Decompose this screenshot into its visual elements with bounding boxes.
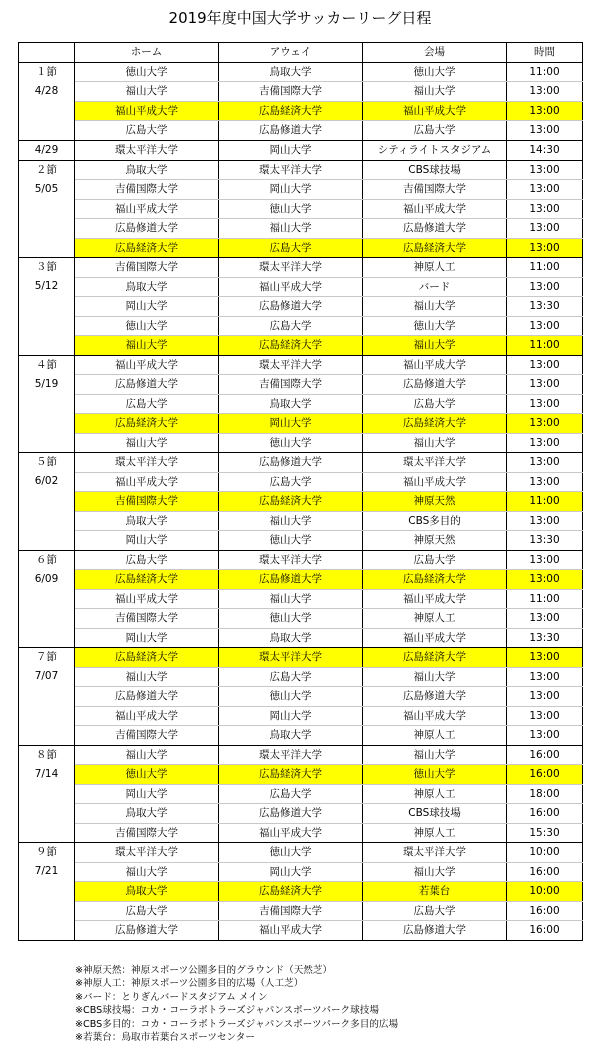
table-row xyxy=(19,706,583,726)
note-line: ※神原人工：神原スポーツ公園多目的広場（人工芝） xyxy=(75,978,304,990)
time-cell: 10:00 xyxy=(507,882,583,902)
time-cell: 13:00 xyxy=(507,101,583,121)
time-cell: 16:00 xyxy=(507,921,583,941)
time-cell: 13:00 xyxy=(507,414,583,434)
table-row xyxy=(19,726,583,746)
away-cell: 徳山大学 xyxy=(219,609,363,629)
time-cell: 13:00 xyxy=(507,121,583,141)
table-row xyxy=(19,843,583,863)
table-row xyxy=(19,101,583,121)
venue-cell: CBS球技場 xyxy=(363,804,507,824)
time-cell: 11:00 xyxy=(507,492,583,512)
time-cell: 13:00 xyxy=(507,160,583,180)
venue-cell: 福山大学 xyxy=(363,667,507,687)
venue-cell: 福山大学 xyxy=(363,297,507,317)
time-cell: 16:00 xyxy=(507,901,583,921)
away-cell: 岡山大学 xyxy=(219,414,363,434)
time-cell: 13:00 xyxy=(507,277,583,297)
venue-cell: シティライトスタジアム xyxy=(363,140,507,160)
table-row xyxy=(19,453,583,473)
schedule-body xyxy=(19,62,583,940)
table-row xyxy=(19,258,583,278)
round-date: 5/05 xyxy=(34,182,59,195)
venue-cell: 広島修道大学 xyxy=(363,687,507,707)
note-line: ※若葉台：鳥取市若葉台スポーツセンター xyxy=(75,1032,255,1044)
home-cell: 鳥取大学 xyxy=(75,511,219,531)
venue-cell: 徳山大学 xyxy=(363,62,507,82)
home-cell: 広島経済大学 xyxy=(75,570,219,590)
table-row xyxy=(19,140,583,160)
away-cell: 岡山大学 xyxy=(219,862,363,882)
venue-cell: 福山大学 xyxy=(363,862,507,882)
page-title: 2019年度中国大学サッカーリーグ日程 xyxy=(168,9,432,27)
time-cell: 13:00 xyxy=(507,219,583,239)
time-cell: 16:00 xyxy=(507,804,583,824)
round-cell xyxy=(19,62,75,140)
time-cell: 13:00 xyxy=(507,511,583,531)
table-row xyxy=(19,570,583,590)
away-cell: 環太平洋大学 xyxy=(219,550,363,570)
home-cell: 福山大学 xyxy=(75,745,219,765)
home-cell: 福山平成大学 xyxy=(75,472,219,492)
away-cell: 広島大学 xyxy=(219,238,363,258)
home-cell: 福山大学 xyxy=(75,667,219,687)
venue-cell: 福山平成大学 xyxy=(363,355,507,375)
home-cell: 岡山大学 xyxy=(75,531,219,551)
venue-cell: 広島大学 xyxy=(363,394,507,414)
time-cell: 13:00 xyxy=(507,667,583,687)
header-home: ホーム xyxy=(75,43,219,63)
time-cell: 18:00 xyxy=(507,784,583,804)
table-row xyxy=(19,472,583,492)
venue-cell: 福山大学 xyxy=(363,336,507,356)
table-row xyxy=(19,804,583,824)
round-cell xyxy=(19,140,75,160)
away-cell: 環太平洋大学 xyxy=(219,258,363,278)
away-cell: 福山大学 xyxy=(219,511,363,531)
time-cell: 13:00 xyxy=(507,180,583,200)
away-cell: 広島経済大学 xyxy=(219,882,363,902)
time-cell: 13:00 xyxy=(507,433,583,453)
venue-cell: 環太平洋大学 xyxy=(363,843,507,863)
time-cell: 13:00 xyxy=(507,375,583,395)
table-row xyxy=(19,394,583,414)
venue-cell: 広島経済大学 xyxy=(363,648,507,668)
home-cell: 福山平成大学 xyxy=(75,101,219,121)
table-row xyxy=(19,414,583,434)
home-cell: 広島修道大学 xyxy=(75,375,219,395)
venue-cell: 福山大学 xyxy=(363,433,507,453)
home-cell: 岡山大学 xyxy=(75,297,219,317)
time-cell: 11:00 xyxy=(507,258,583,278)
away-cell: 環太平洋大学 xyxy=(219,160,363,180)
venue-cell: 広島大学 xyxy=(363,901,507,921)
round-number: ３節 xyxy=(36,261,57,273)
round-number: ７節 xyxy=(36,651,57,663)
table-row xyxy=(19,199,583,219)
time-cell: 13:00 xyxy=(507,706,583,726)
away-cell: 徳山大学 xyxy=(219,199,363,219)
time-cell: 13:00 xyxy=(507,648,583,668)
time-cell: 16:00 xyxy=(507,862,583,882)
table-row xyxy=(19,882,583,902)
home-cell: 福山平成大学 xyxy=(75,706,219,726)
time-cell: 16:00 xyxy=(507,765,583,785)
venue-cell: CBS球技場 xyxy=(363,160,507,180)
table-row xyxy=(19,121,583,141)
venue-cell: 神原人工 xyxy=(363,609,507,629)
round-date: 4/29 xyxy=(34,143,59,156)
venue-cell: 広島経済大学 xyxy=(363,414,507,434)
header-time: 時間 xyxy=(507,43,583,63)
away-cell: 岡山大学 xyxy=(219,140,363,160)
time-cell: 13:00 xyxy=(507,570,583,590)
venue-cell: 徳山大学 xyxy=(363,316,507,336)
away-cell: 環太平洋大学 xyxy=(219,355,363,375)
venue-cell: バード xyxy=(363,277,507,297)
away-cell: 広島修道大学 xyxy=(219,297,363,317)
table-row xyxy=(19,823,583,843)
venue-cell: 若葉台 xyxy=(363,882,507,902)
note-line: ※CBS多目的：コカ・コーラボトラーズジャパンスポーツパーク多目的広場 xyxy=(75,1018,399,1030)
time-cell: 13:00 xyxy=(507,687,583,707)
away-cell: 吉備国際大学 xyxy=(219,901,363,921)
home-cell: 環太平洋大学 xyxy=(75,453,219,473)
away-cell: 鳥取大学 xyxy=(219,394,363,414)
home-cell: 福山大学 xyxy=(75,433,219,453)
round-number: ５節 xyxy=(36,456,57,468)
time-cell: 13:30 xyxy=(507,628,583,648)
home-cell: 広島経済大学 xyxy=(75,648,219,668)
home-cell: 広島大学 xyxy=(75,901,219,921)
away-cell: 吉備国際大学 xyxy=(219,82,363,102)
round-date: 7/21 xyxy=(34,865,59,877)
venue-cell: 広島修道大学 xyxy=(363,921,507,941)
table-row xyxy=(19,667,583,687)
table-row xyxy=(19,297,583,317)
note-line: ※バード：とりぎんバードスタジアム メイン xyxy=(75,991,268,1003)
venue-notes xyxy=(75,964,398,1044)
home-cell: 吉備国際大学 xyxy=(75,726,219,746)
home-cell: 鳥取大学 xyxy=(75,804,219,824)
round-date: 6/09 xyxy=(34,572,59,585)
table-row xyxy=(19,921,583,941)
table-row xyxy=(19,277,583,297)
table-row xyxy=(19,316,583,336)
venue-cell: 広島経済大学 xyxy=(363,238,507,258)
round-date: 7/14 xyxy=(34,767,59,780)
round-number: １節 xyxy=(36,65,57,78)
time-cell: 11:00 xyxy=(507,336,583,356)
home-cell: 福山大学 xyxy=(75,336,219,356)
round-number: ２節 xyxy=(36,163,57,176)
home-cell: 徳山大学 xyxy=(75,765,219,785)
venue-cell: 福山平成大学 xyxy=(363,199,507,219)
venue-cell: 神原人工 xyxy=(363,823,507,843)
venue-cell: 福山平成大学 xyxy=(363,706,507,726)
venue-cell: 広島修道大学 xyxy=(363,219,507,239)
home-cell: 吉備国際大学 xyxy=(75,180,219,200)
home-cell: 岡山大学 xyxy=(75,784,219,804)
round-number: ６節 xyxy=(36,553,57,566)
away-cell: 福山平成大学 xyxy=(219,277,363,297)
time-cell: 11:00 xyxy=(507,62,583,82)
venue-cell: 福山大学 xyxy=(363,82,507,102)
away-cell: 鳥取大学 xyxy=(219,726,363,746)
table-row xyxy=(19,862,583,882)
table-row xyxy=(19,160,583,180)
time-cell: 13:00 xyxy=(507,199,583,219)
home-cell: 広島修道大学 xyxy=(75,687,219,707)
away-cell: 吉備国際大学 xyxy=(219,375,363,395)
header-venue: 会場 xyxy=(363,43,507,63)
away-cell: 徳山大学 xyxy=(219,687,363,707)
home-cell: 岡山大学 xyxy=(75,628,219,648)
round-cell xyxy=(19,648,75,746)
round-date: 4/28 xyxy=(34,84,59,97)
table-row xyxy=(19,531,583,551)
away-cell: 福山平成大学 xyxy=(219,823,363,843)
away-cell: 広島大学 xyxy=(219,316,363,336)
round-cell xyxy=(19,160,75,258)
venue-cell: 広島修道大学 xyxy=(363,375,507,395)
away-cell: 環太平洋大学 xyxy=(219,745,363,765)
home-cell: 徳山大学 xyxy=(75,62,219,82)
venue-cell: 広島大学 xyxy=(363,550,507,570)
round-cell xyxy=(19,355,75,453)
table-row xyxy=(19,765,583,785)
home-cell: 吉備国際大学 xyxy=(75,258,219,278)
venue-cell: 神原人工 xyxy=(363,726,507,746)
home-cell: 鳥取大学 xyxy=(75,882,219,902)
away-cell: 広島経済大学 xyxy=(219,765,363,785)
round-number: ４節 xyxy=(36,358,57,371)
away-cell: 鳥取大学 xyxy=(219,628,363,648)
venue-cell: 広島大学 xyxy=(363,121,507,141)
note-line: ※CBS球技場：コカ・コーラボトラーズジャパンスポーツパーク球技場 xyxy=(75,1005,379,1017)
home-cell: 環太平洋大学 xyxy=(75,843,219,863)
time-cell: 13:30 xyxy=(507,297,583,317)
header-row xyxy=(19,43,583,63)
round-date: 5/19 xyxy=(34,377,59,390)
table-row xyxy=(19,375,583,395)
time-cell: 16:00 xyxy=(507,745,583,765)
note-line: ※神原天然：神原スポーツ公園多目的グラウンド（天然芝） xyxy=(75,965,333,976)
away-cell: 広島経済大学 xyxy=(219,336,363,356)
home-cell: 福山大学 xyxy=(75,862,219,882)
table-row xyxy=(19,336,583,356)
home-cell: 福山平成大学 xyxy=(75,199,219,219)
home-cell: 鳥取大学 xyxy=(75,160,219,180)
time-cell: 14:30 xyxy=(507,140,583,160)
away-cell: 福山大学 xyxy=(219,219,363,239)
home-cell: 吉備国際大学 xyxy=(75,492,219,512)
table-row xyxy=(19,648,583,668)
table-row xyxy=(19,784,583,804)
venue-cell: CBS多目的 xyxy=(363,511,507,531)
away-cell: 環太平洋大学 xyxy=(219,648,363,668)
round-cell xyxy=(19,550,75,648)
venue-cell: 広島経済大学 xyxy=(363,570,507,590)
round-number: ９節 xyxy=(36,846,57,858)
away-cell: 徳山大学 xyxy=(219,433,363,453)
away-cell: 広島大学 xyxy=(219,784,363,804)
home-cell: 広島大学 xyxy=(75,550,219,570)
home-cell: 吉備国際大学 xyxy=(75,823,219,843)
time-cell: 13:00 xyxy=(507,355,583,375)
time-cell: 13:00 xyxy=(507,550,583,570)
schedule-table xyxy=(18,42,583,941)
venue-cell: 福山平成大学 xyxy=(363,101,507,121)
table-row xyxy=(19,355,583,375)
time-cell: 15:30 xyxy=(507,823,583,843)
venue-cell: 福山大学 xyxy=(363,745,507,765)
round-cell xyxy=(19,745,75,843)
time-cell: 11:00 xyxy=(507,589,583,609)
time-cell: 10:00 xyxy=(507,843,583,863)
away-cell: 広島経済大学 xyxy=(219,492,363,512)
table-row xyxy=(19,628,583,648)
venue-cell: 徳山大学 xyxy=(363,765,507,785)
venue-cell: 福山平成大学 xyxy=(363,472,507,492)
away-cell: 岡山大学 xyxy=(219,180,363,200)
away-cell: 広島経済大学 xyxy=(219,101,363,121)
venue-cell: 吉備国際大学 xyxy=(363,180,507,200)
venue-cell: 福山平成大学 xyxy=(363,589,507,609)
table-row xyxy=(19,687,583,707)
venue-cell: 神原人工 xyxy=(363,258,507,278)
venue-cell: 福山平成大学 xyxy=(363,628,507,648)
time-cell: 13:00 xyxy=(507,726,583,746)
home-cell: 福山平成大学 xyxy=(75,589,219,609)
away-cell: 徳山大学 xyxy=(219,531,363,551)
round-date: 7/07 xyxy=(34,670,59,682)
home-cell: 広島大学 xyxy=(75,121,219,141)
home-cell: 徳山大学 xyxy=(75,316,219,336)
time-cell: 13:00 xyxy=(507,394,583,414)
table-row xyxy=(19,219,583,239)
table-row xyxy=(19,550,583,570)
away-cell: 広島大学 xyxy=(219,472,363,492)
home-cell: 福山大学 xyxy=(75,82,219,102)
home-cell: 環太平洋大学 xyxy=(75,140,219,160)
round-date: 5/12 xyxy=(34,280,59,292)
home-cell: 福山平成大学 xyxy=(75,355,219,375)
header-round xyxy=(19,43,75,63)
table-row xyxy=(19,901,583,921)
time-cell: 13:00 xyxy=(507,472,583,492)
table-row xyxy=(19,609,583,629)
round-cell xyxy=(19,843,75,941)
home-cell: 広島経済大学 xyxy=(75,238,219,258)
round-number: ８節 xyxy=(36,748,57,761)
time-cell: 13:00 xyxy=(507,316,583,336)
venue-cell: 神原人工 xyxy=(363,784,507,804)
time-cell: 13:00 xyxy=(507,609,583,629)
away-cell: 広島大学 xyxy=(219,667,363,687)
away-cell: 岡山大学 xyxy=(219,706,363,726)
away-cell: 広島修道大学 xyxy=(219,804,363,824)
home-cell: 吉備国際大学 xyxy=(75,609,219,629)
away-cell: 徳山大学 xyxy=(219,843,363,863)
home-cell: 広島経済大学 xyxy=(75,414,219,434)
venue-cell: 神原天然 xyxy=(363,531,507,551)
away-cell: 鳥取大学 xyxy=(219,62,363,82)
round-cell xyxy=(19,453,75,551)
header-away: アウェイ xyxy=(219,43,363,63)
table-row xyxy=(19,180,583,200)
venue-cell: 環太平洋大学 xyxy=(363,453,507,473)
round-date: 6/02 xyxy=(34,475,59,487)
away-cell: 広島修道大学 xyxy=(219,121,363,141)
round-cell xyxy=(19,258,75,356)
home-cell: 広島修道大学 xyxy=(75,921,219,941)
venue-cell: 神原天然 xyxy=(363,492,507,512)
table-row xyxy=(19,82,583,102)
table-row xyxy=(19,492,583,512)
time-cell: 13:00 xyxy=(507,453,583,473)
time-cell: 13:00 xyxy=(507,82,583,102)
table-row xyxy=(19,589,583,609)
table-row xyxy=(19,745,583,765)
time-cell: 13:00 xyxy=(507,238,583,258)
time-cell: 13:30 xyxy=(507,531,583,551)
away-cell: 福山平成大学 xyxy=(219,921,363,941)
away-cell: 広島修道大学 xyxy=(219,453,363,473)
table-row xyxy=(19,511,583,531)
table-row xyxy=(19,433,583,453)
home-cell: 広島修道大学 xyxy=(75,219,219,239)
away-cell: 広島修道大学 xyxy=(219,570,363,590)
away-cell: 福山大学 xyxy=(219,589,363,609)
home-cell: 鳥取大学 xyxy=(75,277,219,297)
home-cell: 広島大学 xyxy=(75,394,219,414)
table-row xyxy=(19,238,583,258)
table-row xyxy=(19,62,583,82)
